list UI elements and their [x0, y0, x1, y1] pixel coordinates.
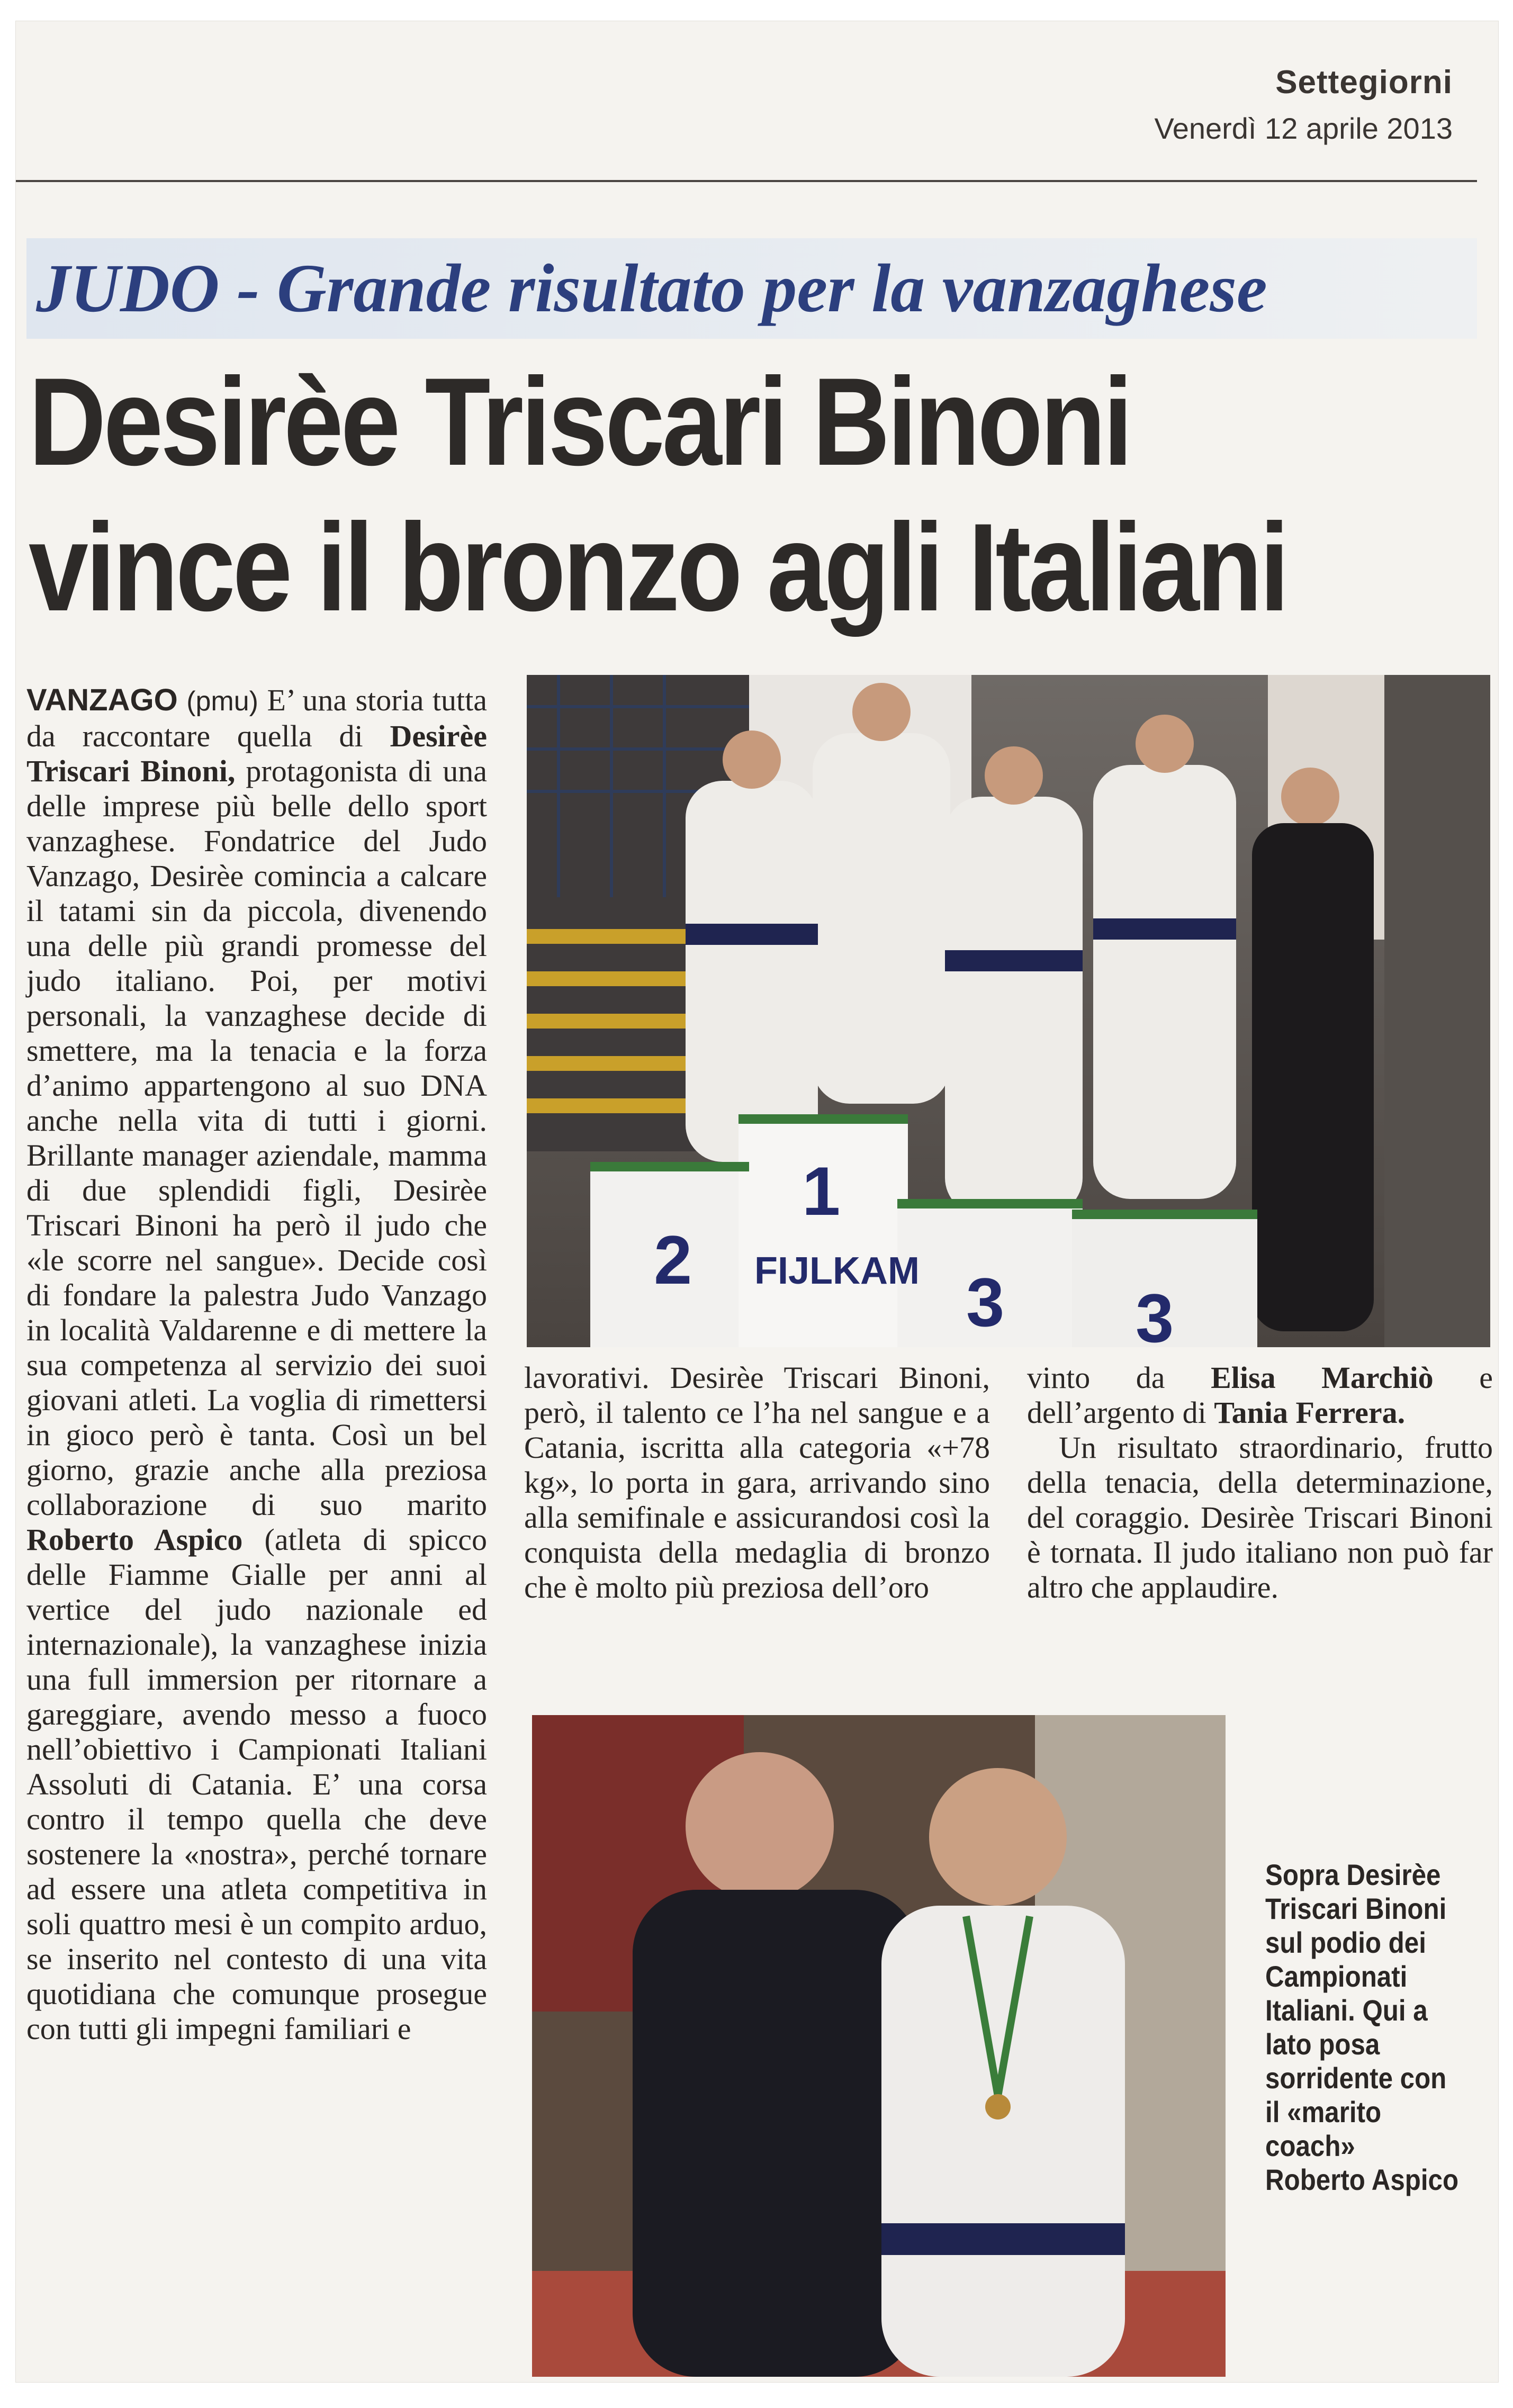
paragraph-text: protagonista di una delle imprese più belle dello sport vanzaghese. Fondatrice del Judo Vanzago, Desirèe comincia a calcare il tatami sin da piccola, divenendo una delle più grandi promesse del judo italiano. Poi, per motivi personali, la vanzaghese decide di smettere, ma la tenacia e la forza d’animo appartengono al suo DNA anche nella vita di tutti i giorni. Brillante manager aziendale, mamma di due splendidi figli, Desirèe Triscari Binoni ha però il judo che «le scorre nel sangue». Decide così di fondare la palestra Judo Vanzago in località Valdarenne e di mettere la sua competenza al servizio dei suoi giovani atleti. La voglia di rimettersi in gioco però è tanta. Così un bel giorno, grazie anche alla preziosa collaborazione di suo marito [26, 754, 487, 1522]
paragraph-text: vinto da [1027, 1360, 1211, 1395]
paragraph-text: Un risultato straordinario, frutto della tenacia, della determinazione, del coraggio. Desirèe Triscari Binoni è tornata. Il judo italiano non può far altro che applaudire. [1027, 1430, 1493, 1604]
publication-name: Settegiorni [1275, 64, 1453, 101]
headline-line-1: Desirèe Triscari Binoni [29, 352, 1130, 492]
winner-name: Elisa Marchiò [1211, 1360, 1434, 1395]
dateline: VANZAGO [26, 683, 178, 717]
headline-line-2: vince il bronzo agli Italiani [29, 498, 1287, 637]
paragraph-text: e dell’argento di [1027, 1360, 1493, 1430]
author-initials: (pmu) [186, 686, 258, 717]
podium-sponsor: FIJLKAM [754, 1250, 920, 1292]
article-column-3 [1027, 1360, 1493, 1605]
article-paragraph [26, 683, 487, 2046]
photo-caption: Sopra Desirèe Triscari Binoni sul podio dei Campionati Italiani. Qui a lato posa sorridente con il «marito coach» Roberto Aspico [1265, 1858, 1459, 2196]
couple-photo [532, 1715, 1226, 2377]
athlete-name: Desirèe Triscari Binoni, [26, 719, 487, 788]
podium-label-1: 1 [802, 1152, 841, 1230]
paragraph-text: (atleta di spicco delle Fiamme Gialle per anni al vertice del judo nazionale ed internazionale), la vanzaghese inizia una full immersion per ritornare a gareggiare, avendo messo a fuoco nell’obiettivo i Campionati Italiani Assoluti di Catania. E’ una corsa contro il tempo quella che deve sostenere la «nostra», perché tornare ad essere una atleta competitiva in soli quattro mesi è un compito arduo, se inserito nel contesto di una vita quotidiana che comunque prosegue con tutti gli impegni familiari e [26, 1522, 487, 2046]
coach-name: Roberto Aspico [26, 1522, 243, 1557]
paragraph-text: lavorativi. Desirèe Triscari Binoni, però, il talento ce l’ha nel sangue e a Catania, iscritta alla categoria «+78 kg», lo porta in gara, arrivando sino alla semifinale e assicurandosi così la conquista della medaglia di bronzo che è molto più preziosa dell’oro [524, 1360, 990, 1604]
article-column-2 [524, 1360, 990, 1605]
article-kicker: JUDO - Grande risultato per la vanzaghese [36, 250, 1267, 327]
newspaper-page [16, 21, 1498, 2382]
article-paragraph [1027, 1360, 1493, 1430]
podium-photo [527, 675, 1490, 1347]
silver-name: Tania Ferrera. [1214, 1395, 1406, 1430]
article-headline [29, 349, 1285, 641]
publication-date: Venerdì 12 aprile 2013 [1154, 112, 1453, 145]
paragraph-text: E’ una storia tutta da raccontare quella di [26, 683, 488, 753]
podium-label-2: 2 [654, 1221, 692, 1298]
podium-label-3b: 3 [1136, 1279, 1174, 1347]
article-column-1 [26, 683, 487, 2046]
podium-label-3a: 3 [966, 1264, 1005, 1341]
masthead-rule [16, 180, 1477, 182]
